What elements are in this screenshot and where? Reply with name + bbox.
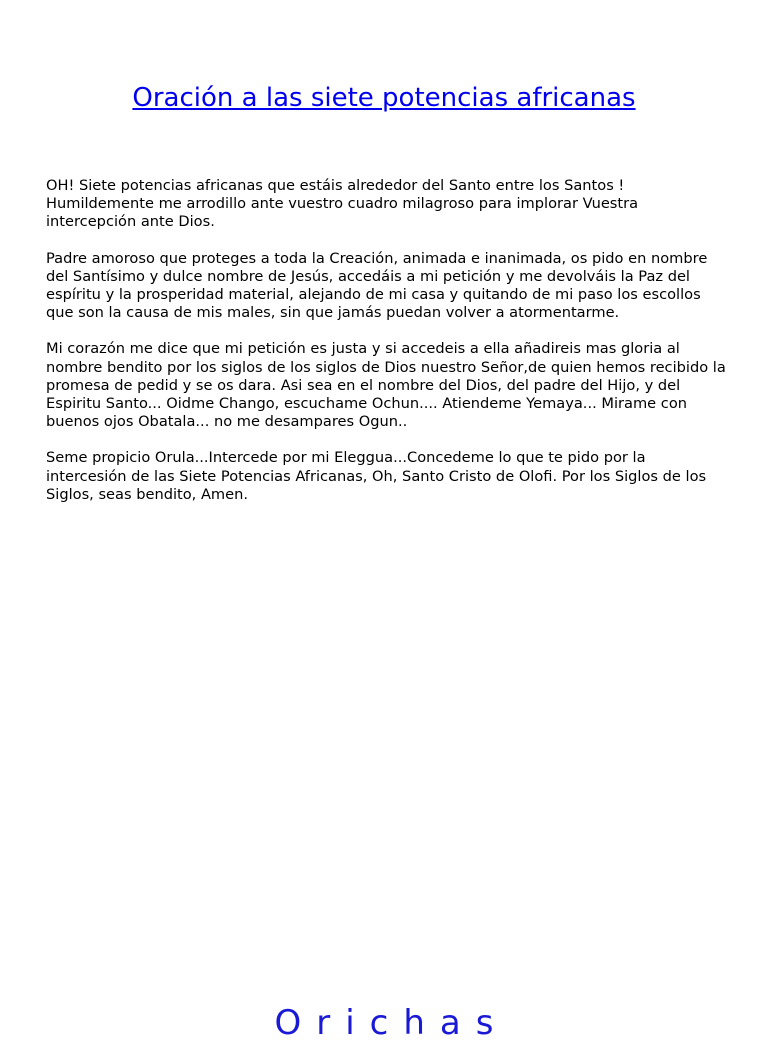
paragraph: OH! Siete potencias africanas que estáis alrededor del Santo entre los Santos ! Humildemente me arrodillo ante vuestro cuadro milagroso para implorar Vuestra intercepción ante Dios. [46,177,639,231]
paragraph: Mi corazón me dice que mi petición es justa y si accedeis a ella añadireis mas gloria al nombre bendito por los siglos de los siglos de Dios nuestro Señor,de quien hemos recibido la promesa de pedid y se os dara. Asi sea en el nombre del Dios, del padre del Hijo, y del Espiritu Santo... Oidme Chango, escuchame Ochun.... Atiendeme Yemaya... Mirame con buenos ojos Obatala... no me desampares Ogun.. [46,340,726,431]
page-title [0,80,768,116]
footer-heading: Orichas [274,1003,509,1043]
prayer-body [46,177,726,522]
paragraph: Padre amoroso que proteges a toda la Creación, animada e inanimada, os pido en nombre del Santísimo y dulce nombre de Jesús, accedáis a mi petición y me devolváis la Paz del espíritu y la prosperidad material, alejando de mi casa y quitando de mi paso los escollos que son la causa de mis males, sin que jamás puedan volver a atormentarme. [46,249,708,322]
paragraph: Seme propicio Orula...Intercede por mi Eleggua...Concedeme lo que te pido por la intercesión de las Siete Potencias Africanas, Oh, Santo Cristo de Olofi. Por los Siglos de los Siglos, seas bendito, Amen. [46,449,707,503]
title-link[interactable]: Oración a las siete potencias africanas [132,83,636,113]
